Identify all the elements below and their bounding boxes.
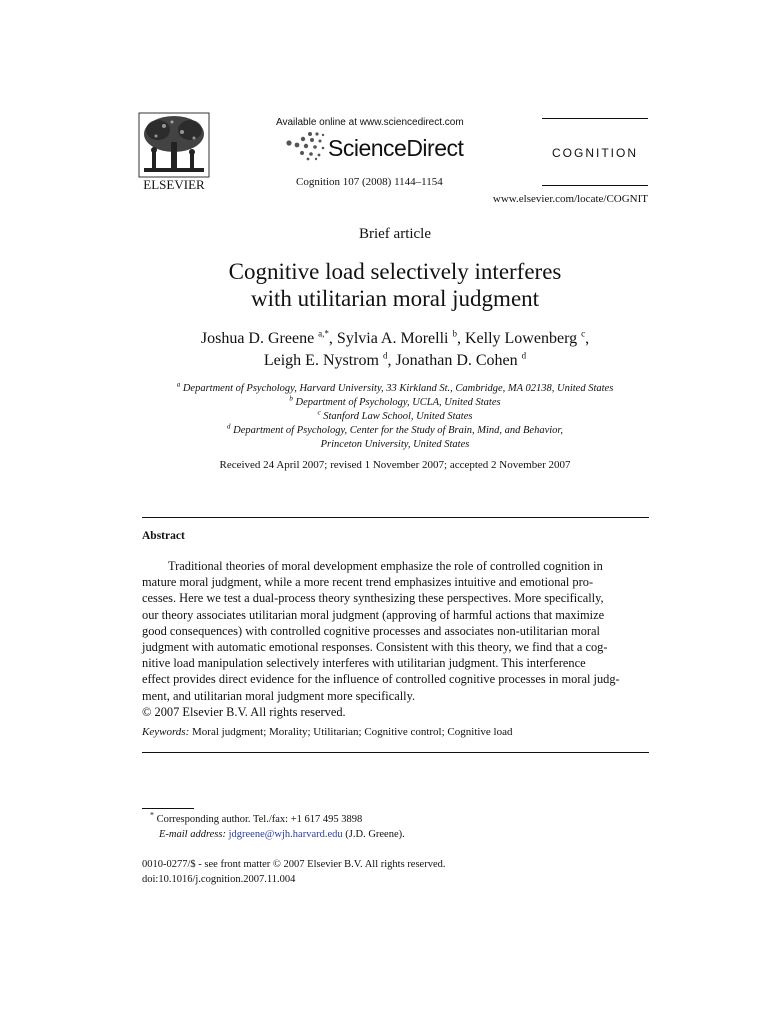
journal-rule-bottom bbox=[542, 185, 648, 186]
article-dates: Received 24 April 2007; revised 1 November 2007; accepted 2 November 2007 bbox=[219, 459, 571, 471]
author-sup: d bbox=[521, 350, 527, 361]
affiliation-text: Stanford Law School, United States bbox=[323, 411, 473, 422]
author-separator: , bbox=[387, 352, 396, 369]
affiliation-sup: c bbox=[317, 408, 321, 417]
author-sup: b bbox=[452, 328, 457, 339]
author-sup: c bbox=[581, 328, 586, 339]
footnote bbox=[150, 812, 650, 842]
available-online: Available online at www.sciencedirect.com bbox=[276, 117, 464, 128]
title-line-1: Cognitive load selectively interferes bbox=[228, 259, 562, 284]
abstract-rule-top bbox=[142, 517, 649, 518]
abstract-line: effect provides direct evidence for the influence of controlled cognitive processes in moral judg- bbox=[142, 672, 620, 687]
article-title bbox=[100, 258, 690, 312]
journal-url[interactable]: www.elsevier.com/locate/COGNIT bbox=[492, 193, 648, 205]
journal-name: COGNITION bbox=[552, 146, 638, 160]
affiliation bbox=[100, 410, 690, 424]
affiliation-sup: b bbox=[289, 394, 293, 403]
email-suffix: (J.D. Greene). bbox=[345, 829, 405, 840]
affiliation-text: Princeton University, United States bbox=[320, 439, 470, 450]
abstract-body bbox=[142, 558, 649, 720]
authors bbox=[100, 328, 690, 372]
journal-rule-top bbox=[542, 118, 648, 119]
sciencedirect-wordmark: ScienceDirect bbox=[328, 135, 464, 161]
affiliation-sup: d bbox=[227, 422, 231, 431]
affiliation-sup: a bbox=[176, 380, 181, 389]
author-name: Joshua D. Greene bbox=[200, 330, 315, 347]
citation: Cognition 107 (2008) 1144–1154 bbox=[296, 176, 443, 188]
keywords-label: Keywords: bbox=[142, 726, 190, 738]
affiliation bbox=[100, 438, 690, 452]
affiliation-text: Department of Psychology, UCLA, United States bbox=[295, 397, 501, 408]
author-name: Kelly Lowenberg bbox=[464, 330, 578, 347]
affiliation-text: Department of Psychology, Center for the Study of Brain, Mind, and Behavior, bbox=[233, 425, 563, 436]
sciencedirect-logo bbox=[286, 131, 466, 163]
authors-line-1 bbox=[100, 328, 690, 350]
affiliation bbox=[100, 382, 690, 396]
abstract-heading: Abstract bbox=[142, 530, 185, 542]
footer bbox=[142, 857, 649, 887]
title-line-2: with utilitarian moral judgment bbox=[250, 286, 540, 311]
abstract-line: cesses. Here we test a dual-process theory synthesizing these perspectives. More specifically, bbox=[142, 591, 604, 606]
article-type: Brief article bbox=[358, 226, 432, 242]
footnote-marker: * bbox=[150, 810, 154, 820]
abstract-line: mature moral judgment, while a more recent trend emphasizes intuitive and emotional pro- bbox=[142, 575, 594, 590]
affiliation-text: Department of Psychology, Harvard University, 33 Kirkland St., Cambridge, MA 02138, United States bbox=[182, 383, 614, 394]
abstract-line: ment, and utilitarian moral judgment more specifically. bbox=[142, 688, 416, 703]
author-separator: , bbox=[585, 330, 590, 347]
author-sup: d bbox=[382, 350, 388, 361]
footnote-email bbox=[150, 827, 650, 842]
authors-line-2 bbox=[100, 350, 690, 372]
affiliation bbox=[100, 396, 690, 410]
abstract-copyright: © 2007 Elsevier B.V. All rights reserved. bbox=[142, 704, 346, 719]
abstract-line: judgment with automatic emotional responses. Consistent with this theory, we find that a cog- bbox=[142, 640, 608, 655]
abstract-line: Traditional theories of moral development emphasize the role of controlled cognition in bbox=[168, 559, 603, 573]
footnote-rule bbox=[142, 808, 194, 809]
email-label: E-mail address: bbox=[159, 829, 226, 840]
footer-issn: 0010-0277/$ - see front matter © 2007 Elsevier B.V. All rights reserved. bbox=[142, 859, 446, 870]
footer-doi[interactable]: doi:10.1016/j.cognition.2007.11.004 bbox=[142, 874, 296, 885]
elsevier-logo bbox=[138, 112, 210, 178]
elsevier-tree-icon bbox=[138, 112, 210, 178]
affiliations bbox=[100, 382, 690, 452]
author-name: Sylvia A. Morelli bbox=[336, 330, 449, 347]
abstract-line: good consequences) with controlled cognitive processes and associates non-utilitarian moral bbox=[142, 623, 600, 638]
abstract-line: our theory associates utilitarian moral judgment (approving of harmful actions that maximize bbox=[142, 607, 605, 622]
abstract-rule-bottom bbox=[142, 752, 649, 753]
author-sup: a,* bbox=[318, 328, 329, 339]
affiliation bbox=[100, 424, 690, 438]
author-separator: , bbox=[456, 330, 465, 347]
author-separator: , bbox=[328, 330, 337, 347]
keywords-list: Moral judgment; Morality; Utilitarian; Cognitive control; Cognitive load bbox=[192, 726, 513, 738]
footnote-corresponding bbox=[150, 812, 650, 827]
author-name: Leigh E. Nystrom bbox=[263, 352, 379, 369]
author-name: Jonathan D. Cohen bbox=[395, 352, 518, 369]
keywords bbox=[142, 726, 649, 738]
publisher-name: ELSEVIER bbox=[143, 177, 205, 192]
footnote-corresponding-text: Corresponding author. Tel./fax: +1 617 495 3898 bbox=[156, 814, 363, 825]
email-link[interactable]: jdgreene@wjh.harvard.edu bbox=[228, 829, 343, 840]
sciencedirect-dots-icon bbox=[286, 131, 328, 161]
abstract-line: nitive load manipulation selectively interferes with utilitarian judgment. This interference bbox=[142, 656, 586, 671]
